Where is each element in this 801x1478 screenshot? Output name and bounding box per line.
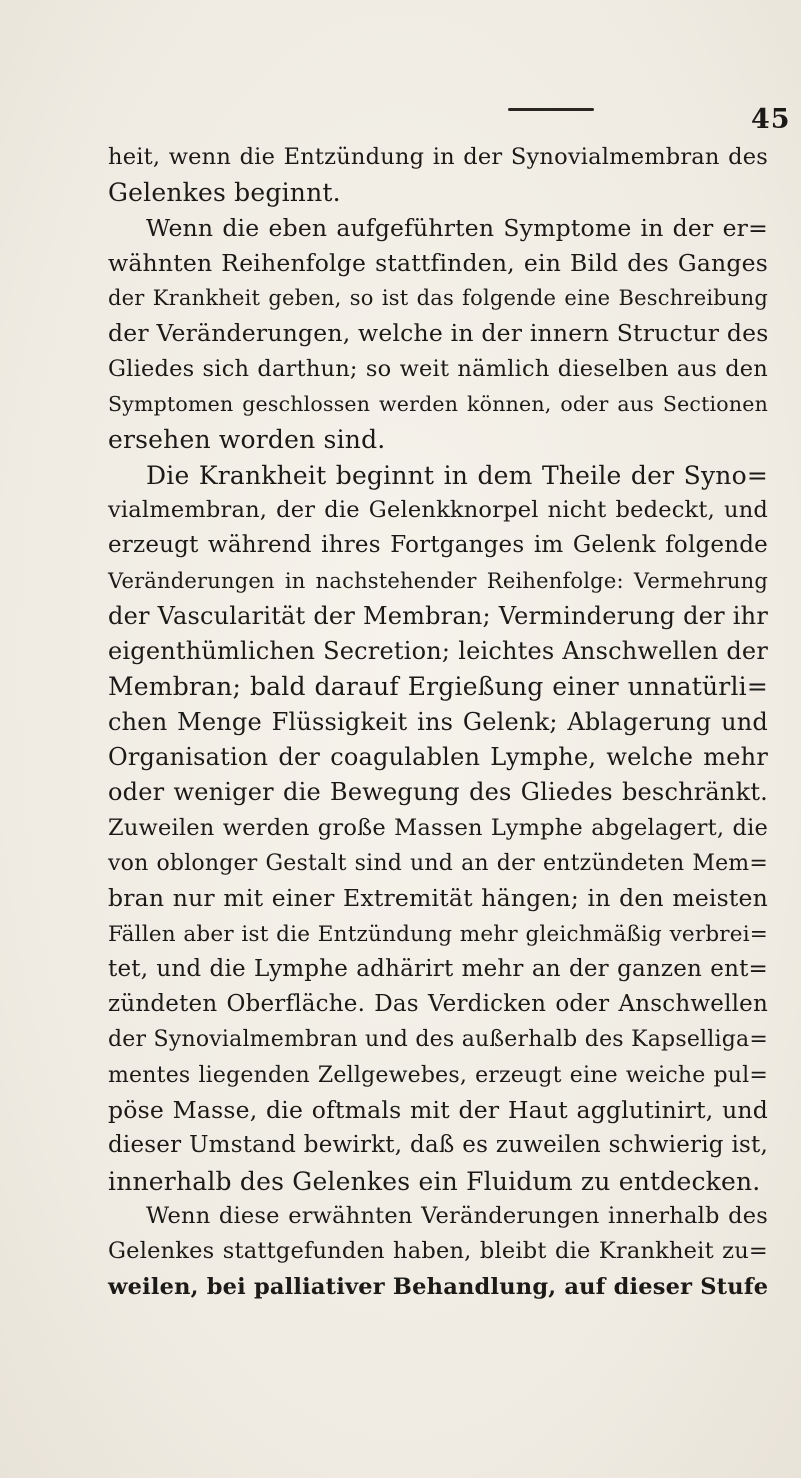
text-line: wähnten Reihenfolge stattfinden, ein Bild des Ganges bbox=[108, 248, 768, 277]
text-line: dieser Umstand bewirkt, daß es zuweilen schwierig ist, bbox=[108, 1132, 768, 1159]
text-line: Gliedes sich darthun; so weit nämlich dieselben aus den bbox=[108, 355, 768, 382]
text-line: der Veränderungen, welche in der innern Structur des bbox=[108, 319, 769, 348]
text-line: Membran; bald darauf Ergießung einer unnatürli= bbox=[108, 672, 768, 702]
text-line: Zuweilen werden große Massen Lymphe abgelagert, die bbox=[108, 814, 768, 841]
text-line: der Vascularität der Membran; Verminderung der ihr bbox=[108, 601, 768, 630]
text-line: erzeugt während ihres Fortganges im Gelenk folgende bbox=[108, 532, 768, 559]
text-line: Gelenkes beginnt. bbox=[108, 178, 341, 208]
text-line: der Krankheit geben, so ist das folgende eine Beschreibung bbox=[108, 286, 768, 311]
text-line: eigenthümlichen Secretion; leichtes Anschwellen der bbox=[108, 637, 768, 666]
text-line: Gelenkes stattgefunden haben, bleibt die Krankheit zu= bbox=[108, 1238, 768, 1265]
text-line: Symptomen geschlossen werden können, oder aus Sectionen bbox=[108, 392, 768, 417]
text-line: von oblonger Gestalt sind und an der entzündeten Mem= bbox=[108, 850, 768, 876]
text-line: weilen, bei palliativer Behandlung, auf dieser Stufe bbox=[108, 1273, 769, 1300]
text-line: Wenn die eben aufgeführten Symptome in der er= bbox=[146, 213, 768, 242]
text-line: Organisation der coagulablen Lymphe, welche mehr bbox=[108, 743, 768, 772]
body-text bbox=[108, 140, 768, 1305]
header-rule bbox=[508, 108, 594, 111]
text-line: bran nur mit einer Extremität hängen; in den meisten bbox=[108, 884, 768, 913]
text-line: tet, und die Lymphe adhärirt mehr an der ganzen ent= bbox=[108, 955, 768, 982]
text-line: oder weniger die Bewegung des Gliedes beschränkt. bbox=[108, 778, 768, 807]
text-line: mentes liegenden Zellgewebes, erzeugt eine weiche pul= bbox=[108, 1062, 768, 1088]
text-line: Fällen aber ist die Entzündung mehr gleichmäßig verbrei= bbox=[108, 921, 768, 947]
text-line: zündeten Oberfläche. Das Verdicken oder Anschwellen bbox=[108, 991, 768, 1018]
text-line: chen Menge Flüssigkeit ins Gelenk; Ablagerung und bbox=[108, 707, 768, 736]
text-line: innerhalb des Gelenkes ein Fluidum zu entdecken. bbox=[108, 1166, 761, 1196]
text-line: vialmembran, der die Gelenkknorpel nicht bedeckt, und bbox=[108, 496, 768, 523]
text-line: der Synovialmembran und des außerhalb des Kapselliga= bbox=[108, 1027, 768, 1053]
text-line: pöse Masse, die oftmals mit der Haut agglutinirt, und bbox=[108, 1096, 768, 1125]
text-line: Veränderungen in nachstehender Reihenfolge: Vermehrung bbox=[108, 568, 768, 593]
text-line: ersehen worden sind. bbox=[108, 425, 386, 455]
text-line: Die Krankheit beginnt in dem Theile der Syno= bbox=[146, 460, 768, 490]
text-line: heit, wenn die Entzündung in der Synovialmembran des bbox=[108, 144, 768, 170]
page-number: 45 bbox=[751, 104, 791, 135]
text-line: Wenn diese erwähnten Veränderungen innerhalb des bbox=[146, 1202, 768, 1229]
